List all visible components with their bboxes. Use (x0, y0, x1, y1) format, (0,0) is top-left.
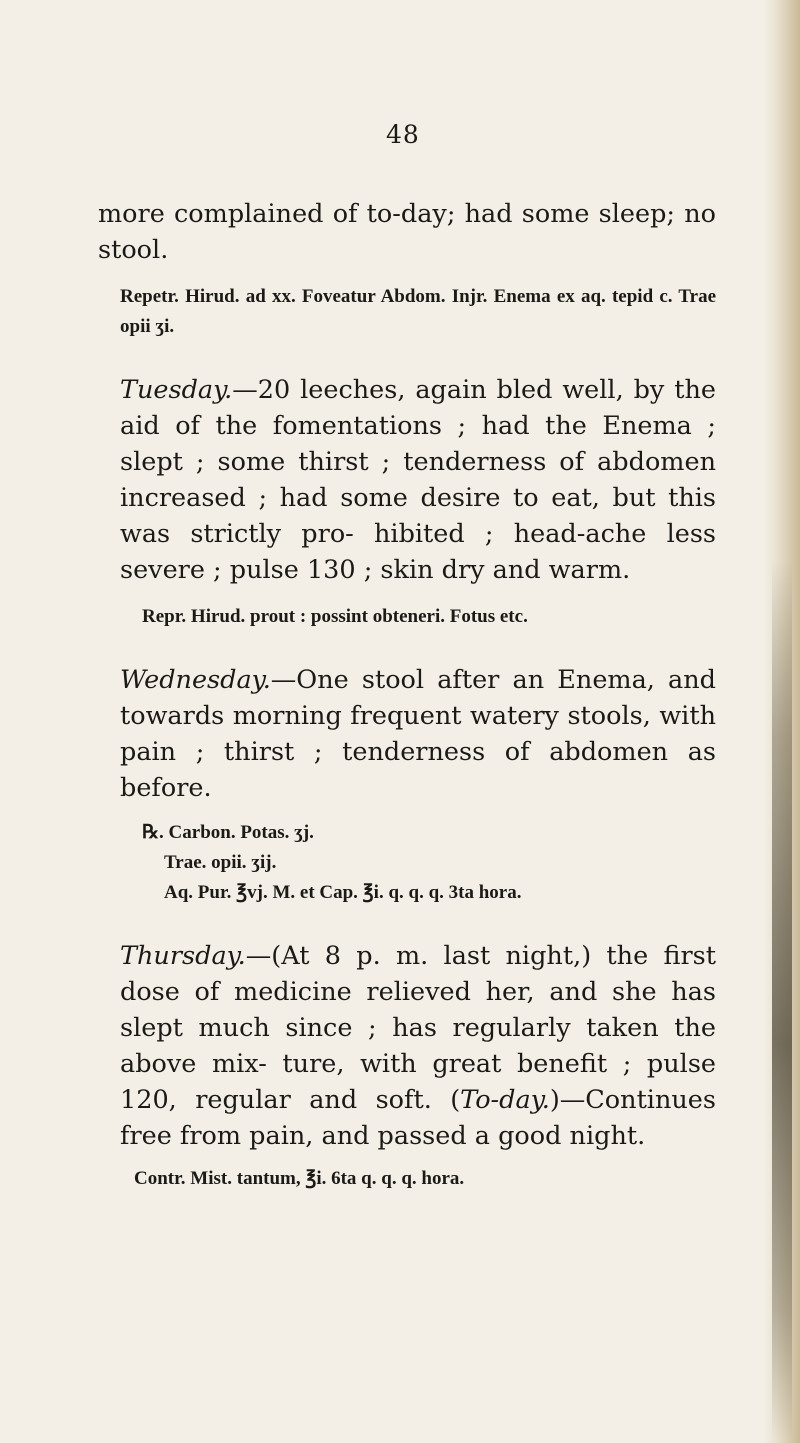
prescription-line: Repr. Hirud. prout : possint obteneri. Fotus etc. (142, 606, 528, 627)
page-content (98, 196, 716, 1194)
page-number: 48 (386, 120, 420, 149)
page-edge-stain (772, 560, 792, 1440)
entry-wednesday (98, 662, 716, 908)
prescription-line: Contr. Mist. tantum, ℥i. 6ta q. q. q. hora. (134, 1168, 465, 1189)
body-paragraph: more complained of to-day; had some sleep; no stool. (98, 199, 716, 265)
body-paragraph (98, 938, 716, 1154)
recipe-line: Trae. opii. ʒij. (164, 852, 277, 873)
recipe-block (98, 818, 716, 908)
body-text: —20 leeches, again bled well, by the aid of the fomentations ; had the Enema ; slept ; some thirst ; tenderness of abdomen increased ; had some desire to eat, but this was strictly pro- hibited ; head-ache less severe ; pulse 130 ; skin dry and warm. (120, 375, 716, 585)
today-heading: To-day. (460, 1085, 550, 1115)
body-paragraph (98, 662, 716, 806)
day-heading: Tuesday. (120, 375, 233, 405)
day-heading: Thursday. (120, 941, 246, 971)
entry-tuesday (98, 372, 716, 632)
recipe-line: ℞. Carbon. Potas. ʒj. (142, 822, 314, 843)
body-text: —(At 8 p. m. last night,) the first dose of medicine relieved her, and she has slept much since ; has regularly taken the above mix- ture, with great benefit ; pulse 120, regular and soft. ( (120, 941, 716, 1115)
body-text: —One stool after an Enema, and towards morning frequent watery stools, with pain ; thirst ; tenderness of abdomen as before. (120, 665, 716, 803)
recipe-line: Aq. Pur. ℥vj. M. et Cap. ℥i. q. q. q. 3ta hora. (164, 882, 522, 903)
day-heading: Wednesday. (120, 665, 271, 695)
body-paragraph (98, 372, 716, 588)
prescription-line: Repetr. Hirud. ad xx. Foveatur Abdom. Injr. Enema ex aq. tepid c. Trae opii ʒi. (120, 286, 716, 337)
entry-thursday (98, 938, 716, 1194)
body-text: )—Continues free from pain, and passed a good night. (120, 1085, 716, 1151)
entry-monday-continued (98, 196, 716, 342)
